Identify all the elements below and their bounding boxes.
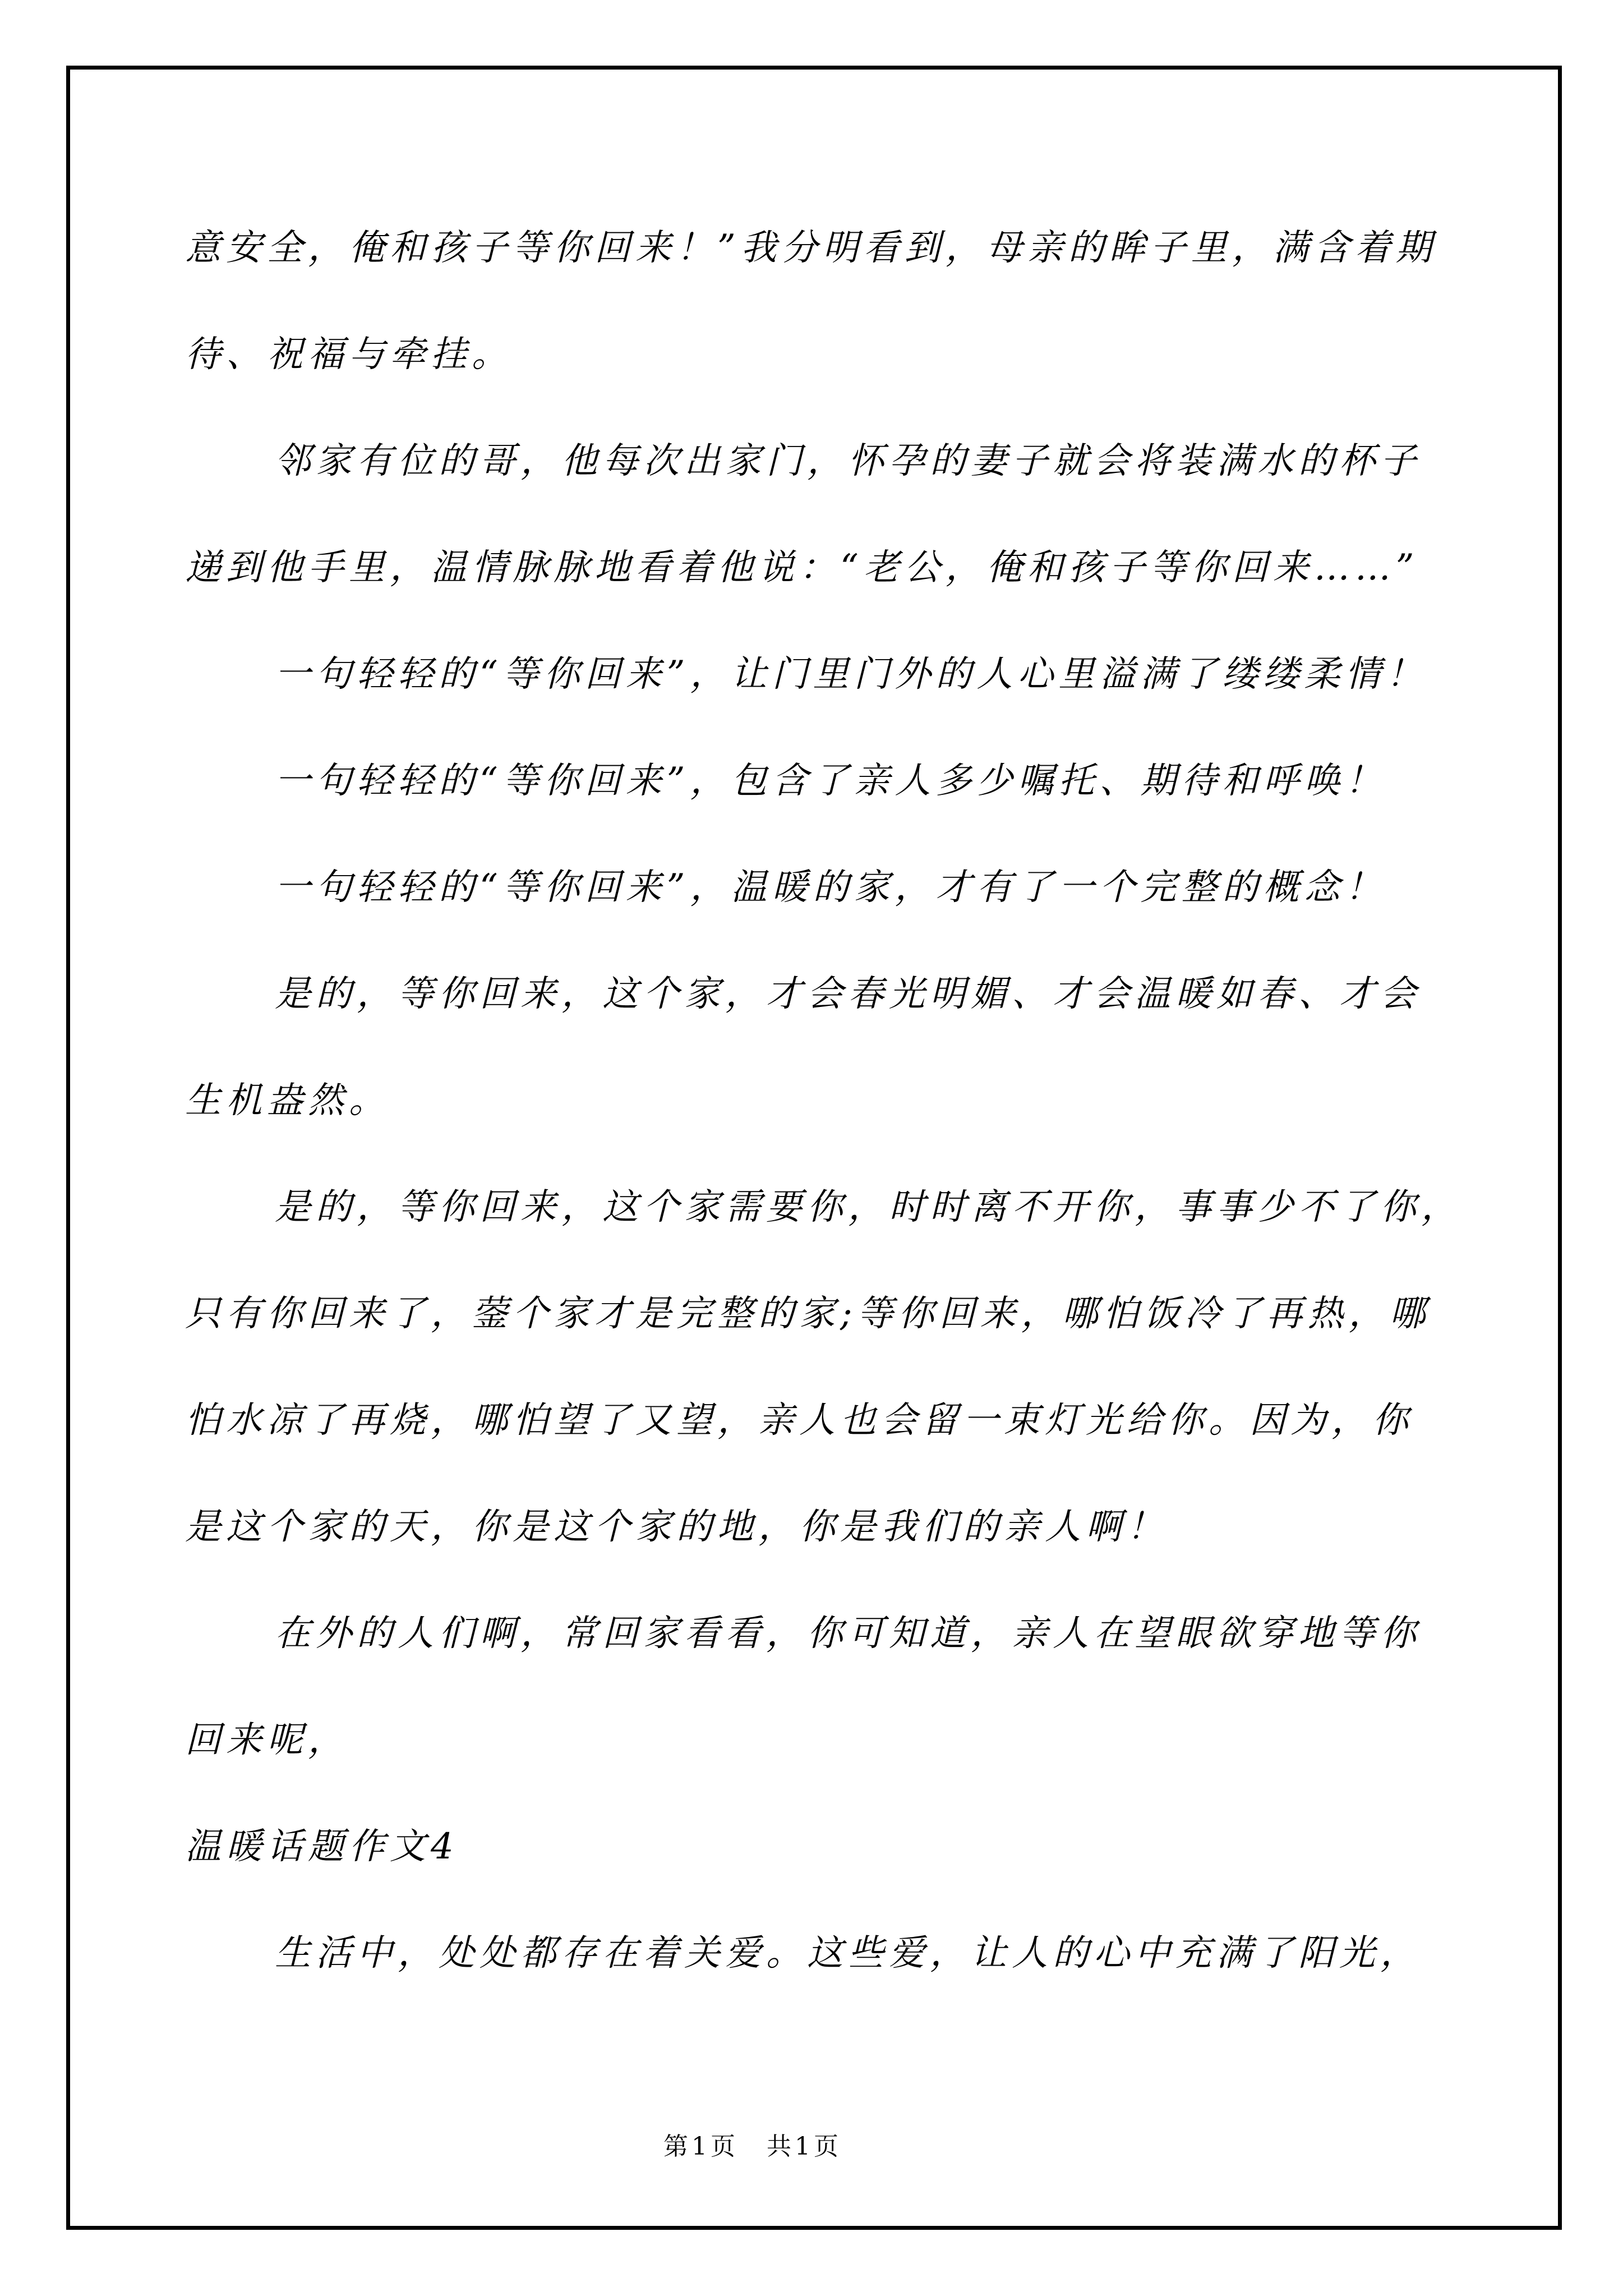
text-line: 意安全，俺和孩子等你回来！”我分明看到，母亲的眸子里，满含着期	[185, 227, 1437, 269]
page-number-footer: 第1页 共1页	[663, 2132, 842, 2161]
text-line: 生机盎然。	[185, 1080, 390, 1121]
essay-body	[185, 195, 1462, 2007]
text-line: 只有你回来了，蓥个家才是完整的家;等你回来，哪怕饭冷了再热，哪	[185, 1293, 1431, 1335]
text-line: 递到他手里，温情脉脉地看着他说：“老公，俺和孩子等你回来……”	[185, 547, 1419, 588]
text-line: 一句轻轻的“等你回来”，温暖的家，才有了一个完整的概念！	[275, 867, 1386, 908]
text-line: 在外的人们啊，常回家看看，你可知道，亲人在望眼欲穿地等你	[275, 1613, 1421, 1654]
text-line: 一句轻轻的“等你回来”，让门里门外的人心里溢满了缕缕柔情！	[275, 654, 1427, 695]
text-line: 回来呢，	[185, 1719, 349, 1761]
section-title-line: 温暖话题作文4	[185, 1826, 459, 1867]
text-line: 是的，等你回来，这个家需要你，时时离不开你，事事少不了你，	[275, 1186, 1462, 1228]
text-line: 是的，等你回来，这个家，才会春光明媚、才会温暖如春、才会	[275, 973, 1421, 1015]
text-line: 待、祝福与牵挂。	[185, 334, 513, 375]
text-line: 是这个家的天，你是这个家的地，你是我们的亲人啊！	[185, 1506, 1168, 1548]
text-line: 生活中，处处都存在着关爱。这些爱，让人的心中充满了阳光，	[275, 1932, 1421, 1974]
text-line: 怕水凉了再烧，哪怕望了又望，亲人也会留一束灯光给你。因为，你	[185, 1400, 1413, 1441]
text-line: 一句轻轻的“等你回来”，包含了亲人多少嘱托、期待和呼唤！	[275, 760, 1386, 802]
text-line: 邻家有位的哥，他每次出家门，怀孕的妻子就会将装满水的杯子	[275, 440, 1421, 482]
